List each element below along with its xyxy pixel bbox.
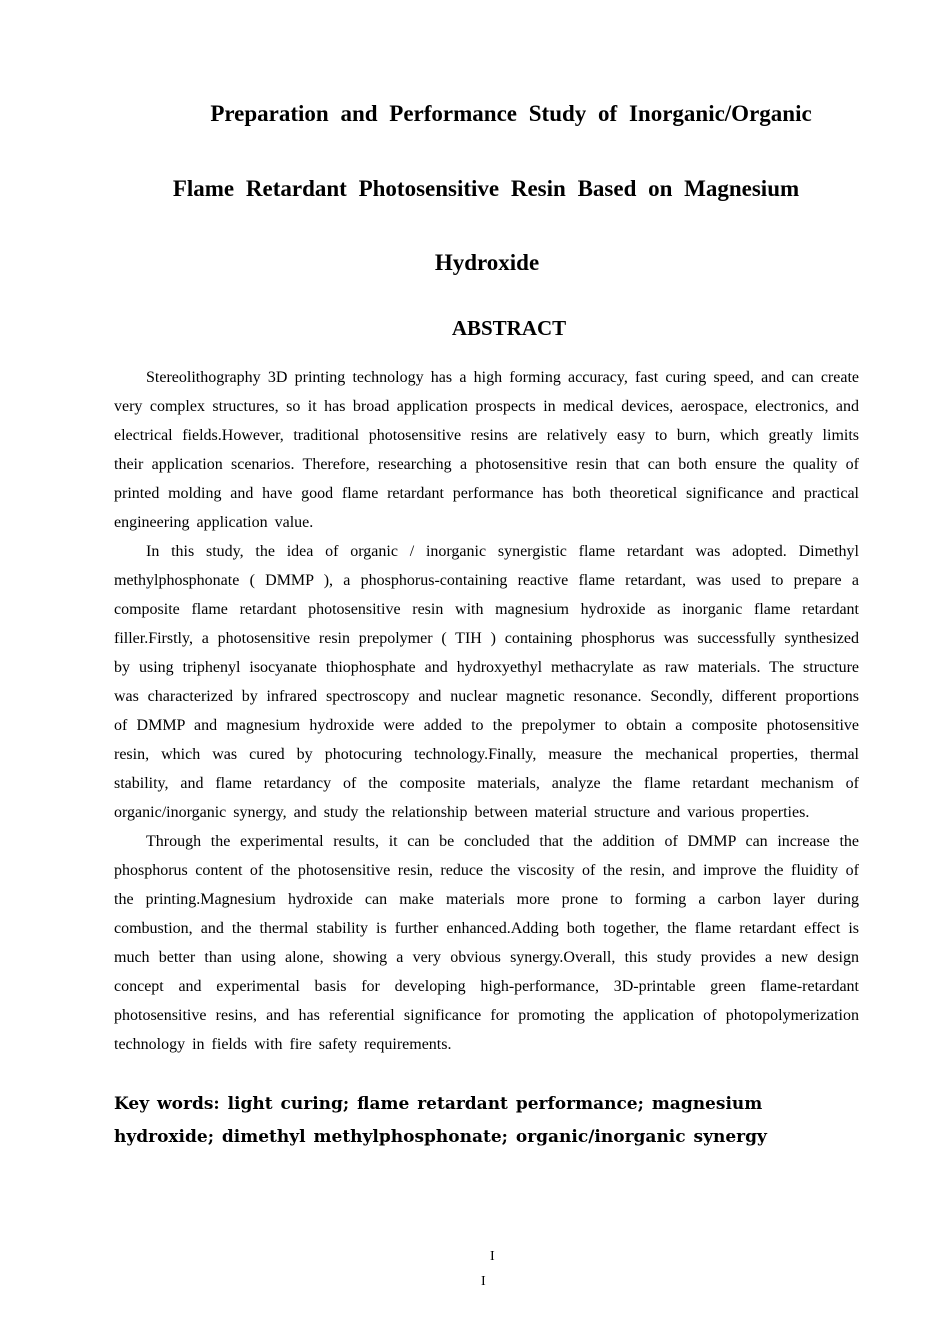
title-line-2: Flame Retardant Photosensitive Resin Based on Magnesium — [172, 176, 800, 201]
abstract-paragraph-2: In this study, the idea of organic / inorganic synergistic flame retardant was adopted. Dimethyl methylphosphonate ( DMMP ), a phosphorus-containing reactive flame retardant, was used to prepare a composite flame retardant photosensitive resin with magnesium hydroxide as inorganic flame retardant filler.Firstly, a photosensitive resin prepolymer ( TIH ) containing phosphorus was successfully synthesized by using triphenyl isocyanate thiophosphate and hydroxyethyl methacrylate as raw materials. The structure was characterized by infrared spectroscopy and nuclear magnetic resonance. Secondly, different proportions of DMMP and magnesium hydroxide were added to the prepolymer to obtain a composite photosensitive resin, which was cured by photocuring technology.Finally, measure the mechanical properties, thermal stability, and flame retardancy of the composite materials, analyze the flame retardant mechanism of organic/inorganic synergy, and study the relationship between material structure and various properties. — [114, 543, 859, 821]
page-number-footer: I — [481, 1274, 486, 1289]
abstract-heading: ABSTRACT — [451, 316, 567, 340]
title-line-1: Preparation and Performance Study of Inorganic/Organic — [210, 101, 812, 126]
page-number: I — [490, 1249, 495, 1264]
abstract-body — [114, 363, 859, 1059]
abstract-paragraph-1: Stereolithography 3D printing technology has a high forming accuracy, fast curing speed, and can create very complex structures, so it has broad application prospects in medical devices, aerospace, electronics, and electrical fields.However, traditional photosensitive resins are relatively easy to burn, which greatly limits their application scenarios. Therefore, researching a photosensitive resin that can both ensure the quality of printed molding and have good flame retardant performance has both theoretical significance and practical engineering application value. — [114, 369, 859, 531]
title-line-3: Hydroxide — [434, 250, 540, 275]
abstract-paragraph-3: Through the experimental results, it can be concluded that the addition of DMMP can increase the phosphorus content of the photosensitive resin, reduce the viscosity of the resin, and improve the fluidity of the printing.Magnesium hydroxide can make materials more prone to forming a carbon layer during combustion, and the thermal stability is further enhanced.Adding both together, the flame retardant effect is much better than using alone, showing a very obvious synergy.Overall, this study provides a new design concept and experimental basis for developing high-performance, 3D-printable green flame-retardant photosensitive resins, and has referential significance for promoting the application of photopolymerization technology in fields with fire safety requirements. — [114, 833, 859, 1053]
keywords: Key words: light curing; flame retardant performance; magnesium hydroxide; dimethyl methylphosphonate; organic/inorganic synergy — [114, 1094, 767, 1147]
